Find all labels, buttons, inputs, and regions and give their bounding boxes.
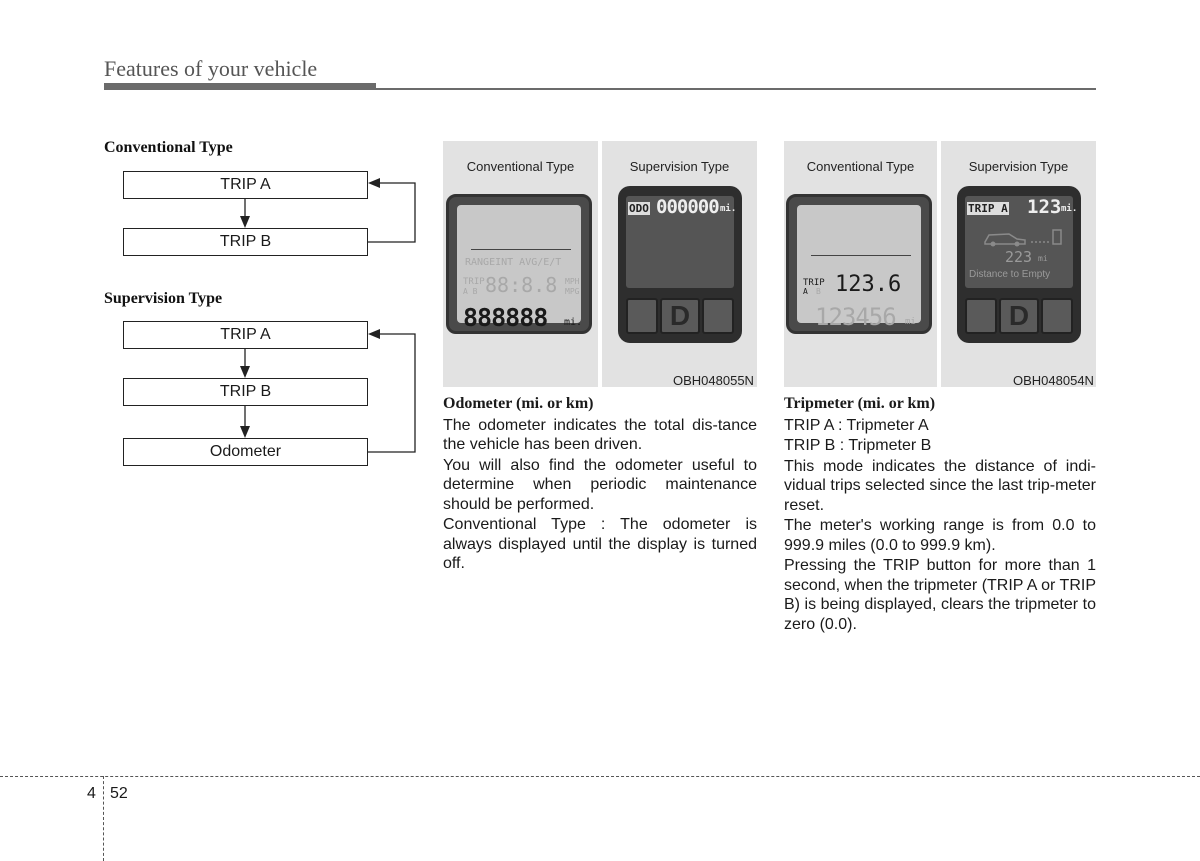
- tripmeter-figure: [784, 141, 1096, 387]
- lcd-unit-mph: MPH: [565, 277, 580, 286]
- footer-divider: [103, 776, 104, 861]
- flow-box-trip-b: TRIP B: [123, 378, 368, 406]
- lcd-odometer-unit: mi.: [564, 317, 583, 328]
- page-number: 52: [110, 785, 128, 802]
- flow-box-trip-a: TRIP A: [123, 321, 368, 349]
- lcd-side-segment-right: [1041, 298, 1073, 334]
- lcd-trip-digits: 123: [1027, 196, 1062, 218]
- tripmeter-paragraph: TRIP B : Tripmeter B: [784, 437, 932, 454]
- lcd-trip-sub: A B: [463, 287, 478, 296]
- lcd-gear-indicator: D: [660, 298, 700, 334]
- tripmeter-paragraph: TRIP A : Tripmeter A: [784, 416, 929, 434]
- footer-rule: [0, 776, 1200, 777]
- lcd-odo-tag: ODO: [629, 202, 649, 215]
- lcd-odometer-digits: 888888: [463, 303, 548, 332]
- lcd-trip-tag: TRIP A: [968, 202, 1008, 215]
- lcd-trip-b-faint: B: [816, 287, 821, 296]
- figure-divider: [937, 141, 941, 387]
- lcd-odo-digits: 000000: [656, 196, 719, 218]
- lcd-trip-unit: mi.: [1061, 204, 1078, 214]
- car-fuel-icon: [979, 226, 1069, 248]
- tripmeter-paragraph: This mode indicates the distance of indi-vidual trips selected since the last trip-meter reset.: [784, 457, 1096, 514]
- lcd-side-segment-right: [702, 298, 734, 334]
- lcd-range-value: 223: [1005, 248, 1033, 266]
- lcd-odometer-digits: 123456: [815, 303, 896, 331]
- tripmeter-section: [784, 394, 1096, 635]
- supervision-lcd-display: [957, 186, 1081, 343]
- odometer-paragraph: Conventional Type : The odometer is always displayed until the display is turned off.: [443, 516, 757, 572]
- flow-box-odometer: Odometer: [123, 438, 368, 466]
- lcd-range-text: Distance to Empty: [969, 269, 1051, 280]
- figure-divider: [598, 141, 602, 387]
- lcd-range-unit: mi: [1038, 254, 1048, 263]
- page-header-title: Features of your vehicle: [104, 56, 318, 81]
- odometer-paragraph: The odometer indicates the total dis-tance the vehicle has been driven.: [443, 416, 757, 453]
- conventional-lcd-display: [786, 194, 932, 334]
- figure-caption-supervision: Supervision Type: [629, 159, 730, 174]
- lcd-trip-sub: A: [803, 287, 808, 296]
- supervision-lcd-display: [618, 186, 742, 343]
- lcd-trip-label: TRIP: [463, 277, 485, 287]
- figure-code: OBH048055N: [673, 373, 754, 388]
- figure-caption-conventional: Conventional Type: [466, 159, 575, 174]
- lcd-odometer-unit: mi: [905, 317, 916, 327]
- lcd-mode-line: RANGEINT AVG/E/T: [465, 257, 562, 268]
- odometer-heading: Odometer (mi. or km): [443, 395, 594, 412]
- tripmeter-paragraph: The meter's working range is from 0.0 to 999.9 miles (0.0 to 999.9 km).: [784, 517, 1096, 554]
- lcd-side-segment-left: [626, 298, 658, 334]
- tripmeter-heading: Tripmeter (mi. or km): [784, 395, 936, 412]
- lcd-trip-digits: 88:8.8: [485, 273, 558, 297]
- lcd-side-segment-left: [965, 298, 997, 334]
- conventional-lcd-display: [446, 194, 592, 334]
- tripmeter-paragraph: Pressing the TRIP button for more than 1 second, when the tripmeter (TRIP A or TRIP B) is being displayed, clears the tripmeter to zero (0.0).: [784, 557, 1096, 633]
- figure-caption-conventional: Conventional Type: [806, 159, 915, 174]
- figure-code: OBH048054N: [1013, 373, 1094, 388]
- odometer-figure: [443, 141, 757, 387]
- conventional-type-label: Conventional Type: [104, 139, 233, 156]
- flow-box-trip-b: TRIP B: [123, 228, 368, 256]
- lcd-unit-mpg: MPG: [565, 287, 580, 296]
- lcd-gear-indicator: D: [999, 298, 1039, 334]
- lcd-trip-digits: 123.6: [835, 272, 902, 297]
- odometer-section: [443, 394, 757, 575]
- page-section-number: 4: [87, 785, 96, 802]
- odometer-paragraph: You will also find the odometer useful to determine when periodic maintenance should be performed.: [443, 456, 757, 513]
- figure-caption-supervision: Supervision Type: [968, 159, 1069, 174]
- lcd-odo-unit: mi.: [720, 204, 737, 214]
- supervision-type-label: Supervision Type: [104, 290, 223, 307]
- lcd-trip-label: TRIP: [803, 278, 825, 288]
- flow-box-trip-a: TRIP A: [123, 171, 368, 199]
